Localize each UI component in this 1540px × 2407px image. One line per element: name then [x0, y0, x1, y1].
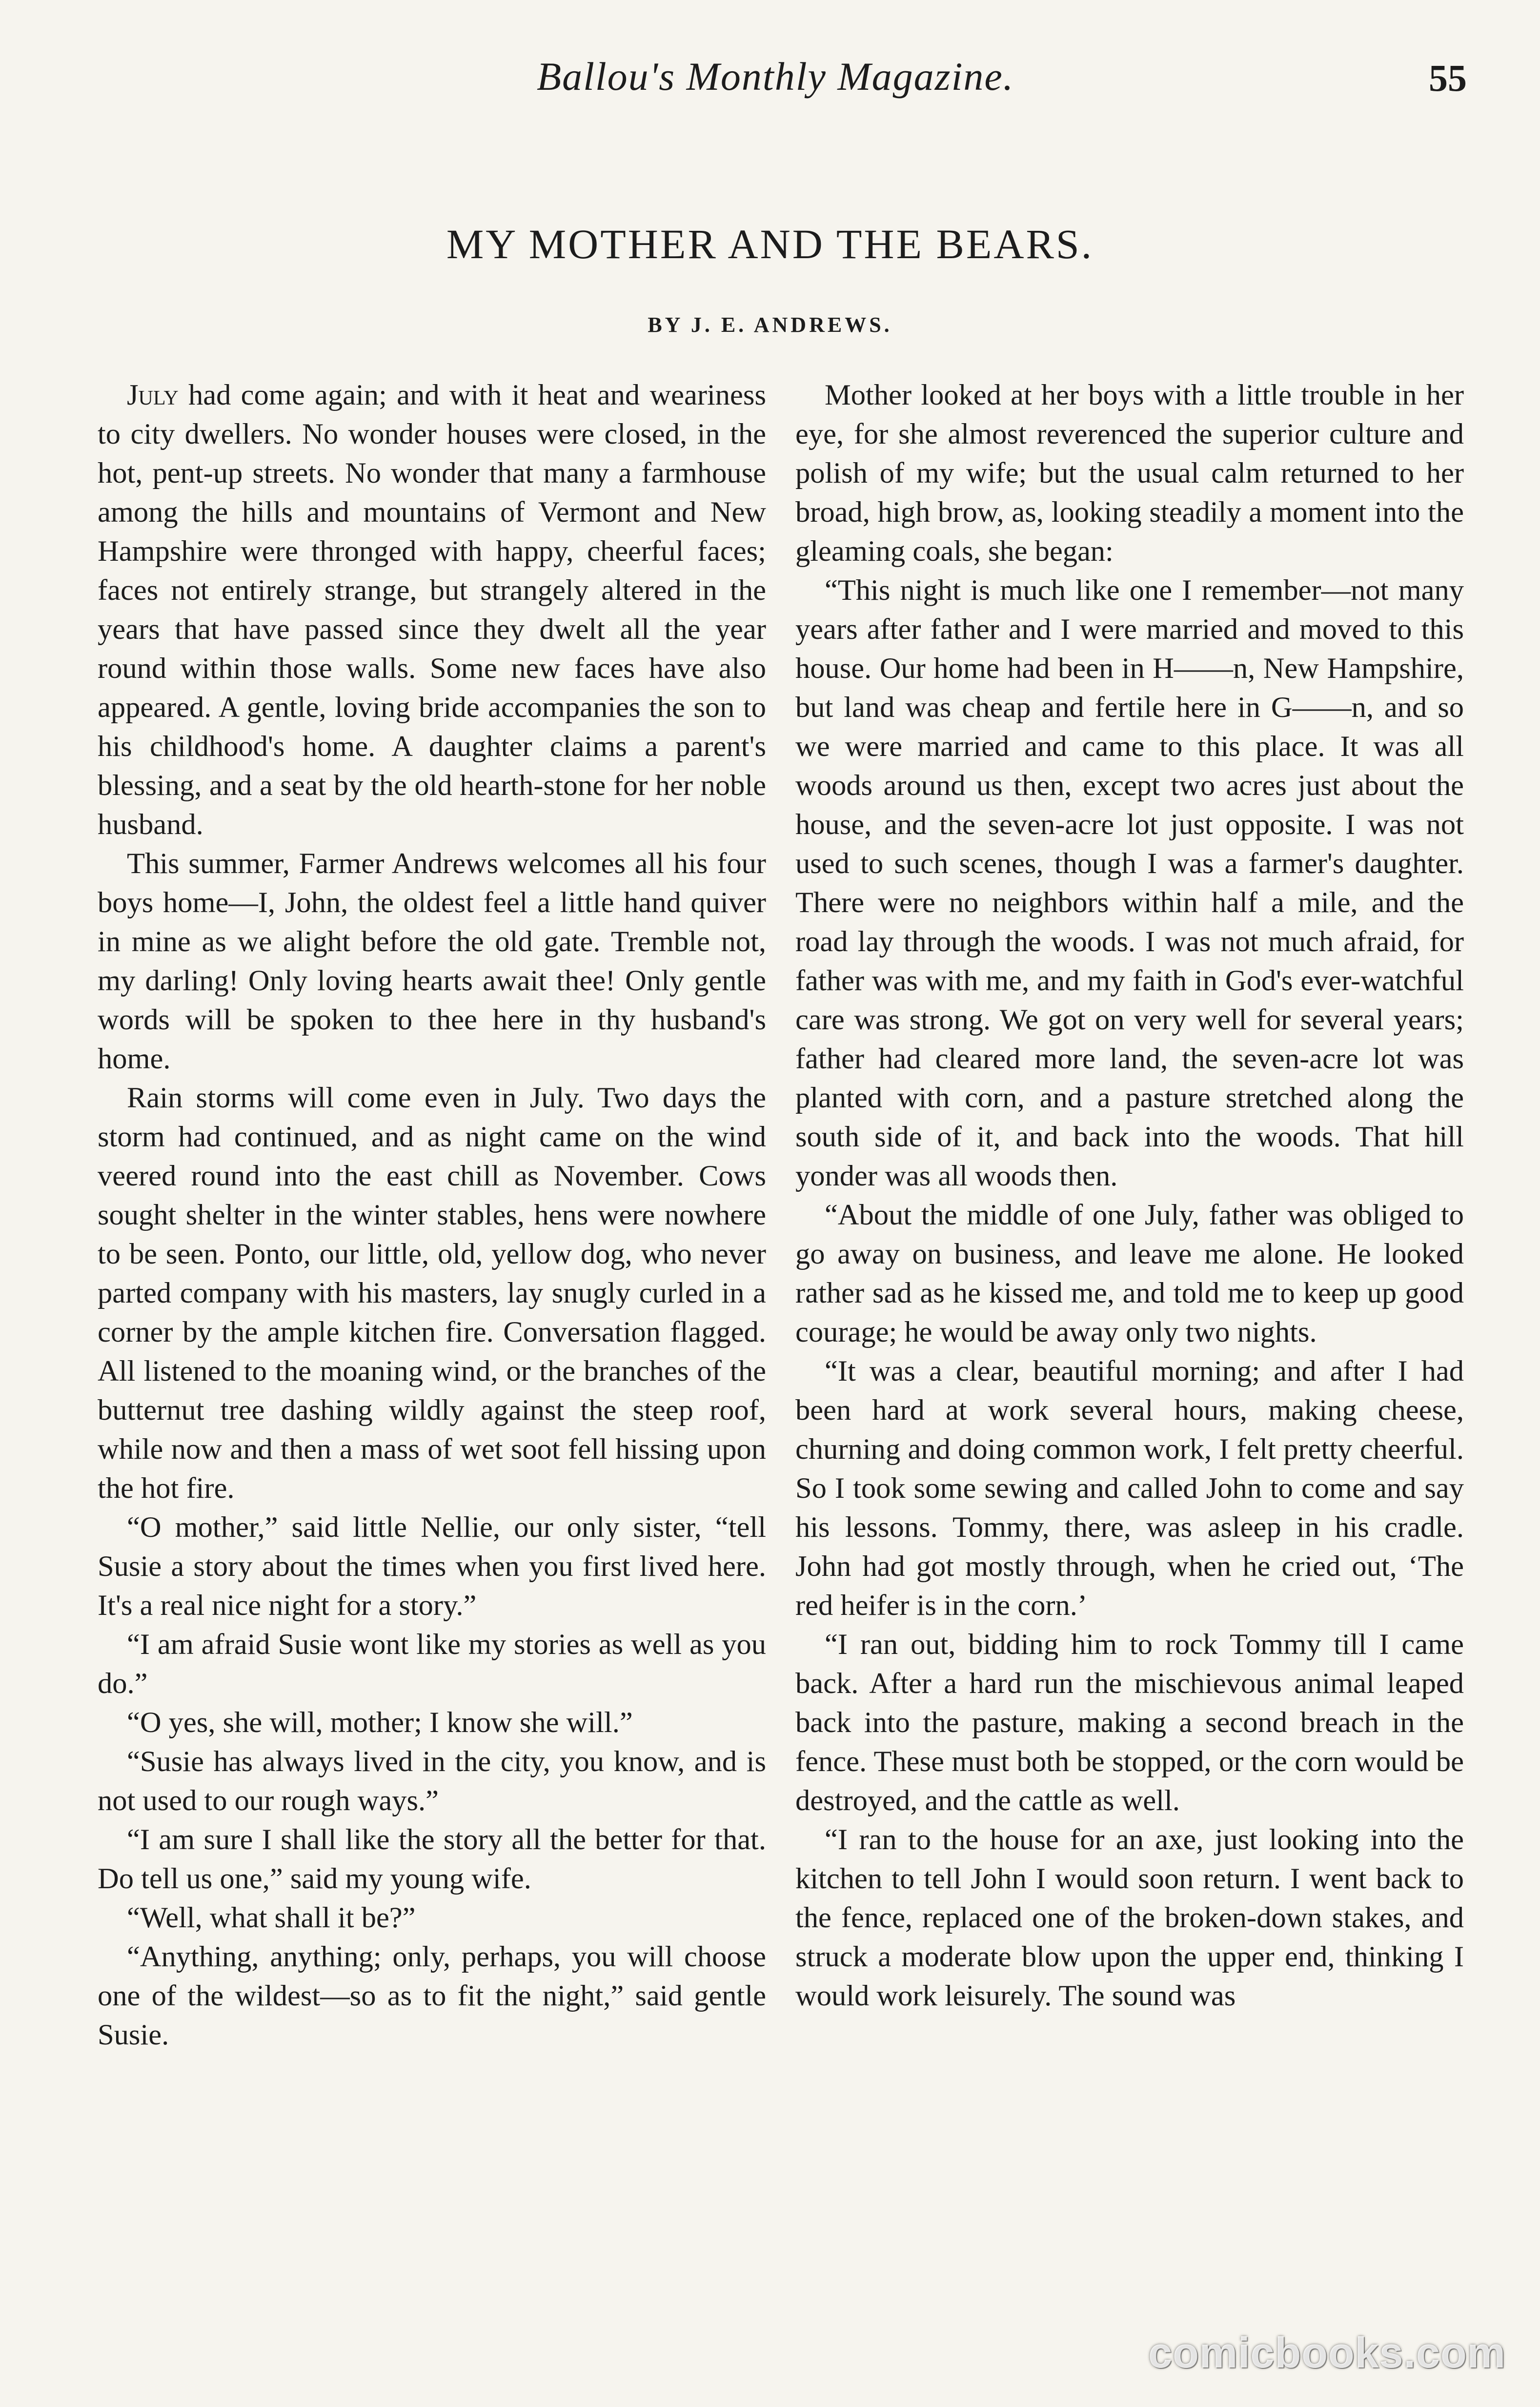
column-left — [98, 376, 766, 2377]
article-title: MY MOTHER AND THE BEARS. — [446, 221, 1094, 267]
paragraph: “Well, what shall it be?” — [127, 1901, 416, 1934]
paragraph: “I am afraid Susie wont like my stories as well as you do.” — [98, 1628, 766, 1700]
paragraph: “It was a clear, beautiful morning; and after I had been hard at work several hours, making cheese, churning and doing common work, I felt pretty cheerful. So I took some sewing and called John to come and say his lessons. Tommy, there, was asleep in his cradle. John had got mostly through, when he cried out, ‘The red heifer is in the corn.’ — [795, 1355, 1464, 1622]
paragraph: “About the middle of one July, father was obliged to go away on business, and leave me alone. He looked rather sad as he kissed me, and told me to keep up good courage; he would be away only two nights. — [795, 1199, 1464, 1348]
page-number: 55 — [1429, 57, 1467, 99]
running-head: Ballou's Monthly Magazine. — [537, 54, 1014, 99]
paragraph: This summer, Farmer Andrews welcomes all his four boys home—I, John, the oldest feel a little hand quiver in mine as we alight before the old gate. Tremble not, my darling! Only loving hearts await thee! Only gentle words will be spoken to thee here in thy husband's home. — [98, 847, 766, 1075]
paragraph: “Susie has always lived in the city, you know, and is not used to our rough ways.” — [98, 1745, 766, 1817]
paragraph: “I ran to the house for an axe, just looking into the kitchen to tell John I would soon return. I went back to the fence, replaced one of the broken-down stakes, and struck a moderate blow upon the upper end, thinking I would work leisurely. The sound was — [795, 1823, 1464, 2012]
paragraph: “Anything, anything; only, perhaps, you will choose one of the wildest—so as to fit the night,” said gentle Susie. — [98, 1940, 766, 2051]
column-right — [795, 376, 1464, 2377]
article-body — [98, 376, 1464, 2377]
paragraph-text: had come again; and with it heat and weariness to city dwellers. No wonder houses were closed, in the hot, pent-up streets. No wonder that many a farmhouse among the hills and mountains of Vermont and New Hampshire were thronged with happy, cheerful faces; faces not entirely strange, but strangely altered in the years that have passed since they dwelt all the year round within those walls. Some new faces have also appeared. A gentle, loving bride accompanies the son to his childhood's home. A daughter claims a parent's blessing, and a seat by the old hearth-stone for her noble husband. — [98, 379, 766, 841]
paragraph: “I am sure I shall like the story all the better for that. Do tell us one,” said my young wife. — [98, 1823, 766, 1895]
article-byline: BY J. E. ANDREWS. — [648, 313, 892, 337]
paragraph — [98, 376, 766, 844]
paragraph: “O yes, she will, mother; I know she will.” — [127, 1706, 633, 1739]
paragraph: Mother looked at her boys with a little trouble in her eye, for she almost reverenced the superior culture and polish of my wife; but the usual calm returned to her broad, high brow, as, looking steadily a moment into the gleaming coals, she began: — [795, 379, 1464, 568]
paragraph: Rain storms will come even in July. Two days the storm had continued, and as night came on the wind veered round into the east chill as November. Cows sought shelter in the winter stables, hens were nowhere to be seen. Ponto, our little, old, yellow dog, who never parted company with his masters, lay snugly curled in a corner by the ample kitchen fire. Conversation flagged. All listened to the moaning wind, or the branches of the butternut tree dashing wildly against the steep roof, while now and then a mass of wet soot fell hissing upon the hot fire. — [98, 1081, 766, 1505]
paragraph: “This night is much like one I remember—not many years after father and I were married and moved to this house. Our home had been in H——n, New Hampshire, but land was cheap and fertile here in G——n, and so we were married and came to this place. It was all woods around us then, except two acres just about the house, and the seven-acre lot just opposite. I was not used to such scenes, though I was a farmer's daughter. There were no neighbors within half a mile, and the road lay through the woods. I was not much afraid, for father was with me, and my faith in God's ever-watchful care was strong. We got on very well for several years; father had cleared more land, the seven-acre lot was planted with corn, and a pasture stretched along the south side of it, and back into the woods. That hill yonder was all woods then. — [795, 574, 1464, 1192]
drop-word: July — [127, 379, 179, 411]
paragraph: “I ran out, bidding him to rock Tommy till I came back. After a hard run the mischievous animal leaped back into the pasture, making a second breach in the fence. These must both be stopped, or the corn would be destroyed, and the cattle as well. — [795, 1628, 1464, 1817]
paragraph: “O mother,” said little Nellie, our only sister, “tell Susie a story about the times when you first lived here. It's a real nice night for a story.” — [98, 1511, 766, 1622]
watermark: comicbooks.com — [1148, 2328, 1506, 2377]
